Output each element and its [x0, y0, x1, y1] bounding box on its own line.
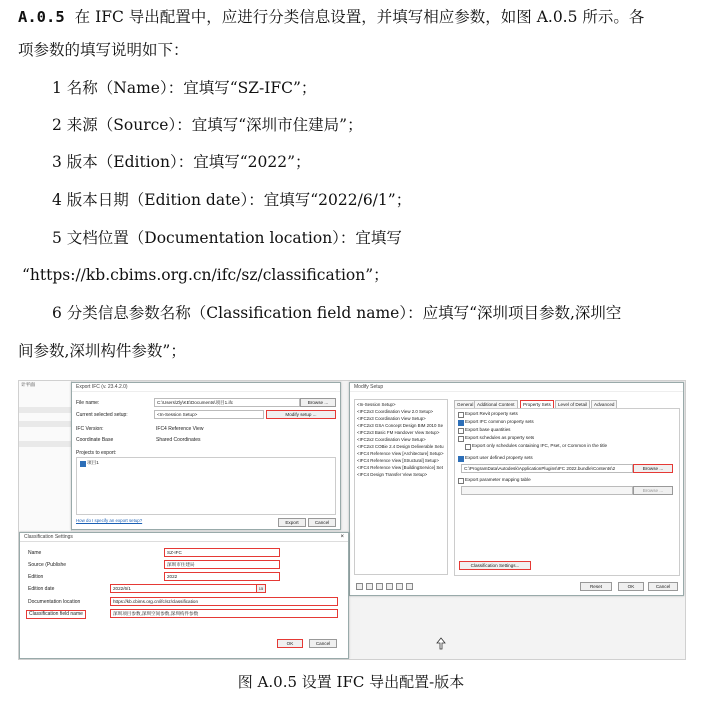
modify-ok-button[interactable]: OK [618, 582, 644, 591]
sidebar-row [19, 421, 71, 427]
revit-sidebar [19, 381, 72, 531]
item-field-name: 6 分类信息参数名称（Classification field name）：应填写“深圳项目参数,深圳空 [52, 304, 622, 322]
setup-label: Current selected setup: [76, 412, 128, 418]
classification-ok-button[interactable]: OK [277, 639, 303, 648]
setup-select[interactable]: <In-Session Setup> [154, 410, 264, 419]
tab-level-of-detail[interactable]: Level of Detail [555, 400, 590, 409]
browse-button[interactable]: Browse ... [300, 398, 336, 407]
reset-button[interactable]: Reset [580, 582, 612, 591]
ifc-version-label: IFC Version: [76, 426, 104, 432]
edition-input[interactable]: 2022 [164, 572, 280, 581]
projects-list [76, 457, 336, 515]
intro-paragraph-line2: 项参数的填写说明如下： [18, 41, 189, 59]
field-name-label: Classification field name [26, 610, 86, 619]
tab-advanced[interactable]: Advanced [591, 400, 617, 409]
project-item-label: 项目1 [87, 460, 99, 465]
close-icon[interactable]: × [340, 534, 344, 540]
file-name-input[interactable]: C:\Users\Zly\KE\Documents\项目1.ifc [154, 398, 300, 407]
projects-label: Projects to export: [76, 450, 117, 456]
figure-caption: 图 A.0.5 设置 IFC 导出配置-版本 [237, 673, 465, 691]
opt-revit-psets: Export Revit property sets [465, 411, 518, 416]
calendar-icon[interactable]: 15 [256, 584, 266, 593]
tab-general[interactable]: General [454, 400, 476, 409]
doc-location-input[interactable]: https://kb.cbims.org.cn/ifc/sz/classification [110, 597, 338, 606]
modify-setup-dialog [349, 382, 684, 596]
setup-item[interactable]: <IFC2x3 Basic FM Handover View Setup> [357, 430, 440, 435]
param-mapping-input[interactable] [461, 486, 633, 495]
setup-item[interactable]: <IFC2x3 GSA Concept Design BIM 2010 Se [357, 423, 444, 428]
modify-setup-button[interactable]: Modify setup ... [266, 410, 336, 419]
export-cancel-button[interactable]: Cancel [308, 518, 336, 527]
rename-setup-icon[interactable] [376, 583, 383, 590]
modify-cancel-button[interactable]: Cancel [648, 582, 678, 591]
new-setup-icon[interactable] [356, 583, 363, 590]
opt-checkbox[interactable] [458, 456, 464, 462]
setup-item[interactable]: <IFC2x3 Coordination View 2.0 Setup> [357, 409, 434, 414]
edition-date-label: Edition date [28, 586, 55, 592]
edition-label: Edition [28, 574, 44, 580]
opt-only-schedules: Export only schedules containing IFC, Pset, or Common in the title [472, 443, 608, 448]
source-input[interactable]: 深圳市住建局 [164, 560, 280, 569]
import-setup-icon[interactable] [396, 583, 403, 590]
export-setup-icon[interactable] [406, 583, 413, 590]
item-source: 2 来源（Source）：宜填写“深圳市住建局”； [52, 116, 363, 134]
coord-base-value: Shared Coordinates [156, 437, 201, 443]
setup-item[interactable]: <IFC4 Design Transfer View Setup> [357, 472, 428, 477]
classification-cancel-button[interactable]: Cancel [309, 639, 337, 648]
intro-text: 在 IFC 导出配置中，应进行分类信息设置，并填写相应参数，如图 A.0.5 所示。各 [74, 8, 645, 26]
setup-item[interactable]: <IFC2x3 Coordination View Setup> [357, 416, 426, 421]
help-link[interactable]: How do I specify an export setup? [76, 518, 143, 523]
opt-checkbox[interactable] [465, 444, 471, 450]
coord-base-label: Coordinate Base [76, 437, 114, 443]
field-name-input[interactable]: 深圳项目参数,深圳空间参数,深圳构件参数 [110, 609, 338, 618]
revit-view-label: 计平面 [21, 382, 35, 387]
name-input[interactable]: SZ-IFC [164, 548, 280, 557]
item-field-name-cont: 间参数,深圳构件参数”； [18, 342, 186, 360]
opt-user-psets: Export user defined property sets [465, 455, 533, 460]
doc-location-label: Documentation location [28, 599, 81, 605]
project-checkbox[interactable] [80, 461, 86, 467]
edition-date-input[interactable]: 2022/6/1 [110, 584, 258, 593]
clause-number: A.0.5 [18, 8, 65, 26]
opt-checkbox[interactable] [458, 412, 464, 418]
property-sets-panel [454, 408, 680, 576]
tab-additional-content[interactable]: Additional Content [474, 400, 518, 409]
file-name-label: File name: [76, 400, 100, 406]
user-psets-path-input[interactable]: C:\ProgramData\Autodesk\ApplicationPlugins\IFC 2022.bundle\Contents\2 [461, 464, 633, 473]
setup-item[interactable]: <IFC2x3 COBie 2.4 Design Deliverable Setu [357, 444, 444, 449]
modify-dialog-title: Modify Setup [350, 383, 683, 392]
setup-item[interactable]: <IFC2x2 Coordination View Setup> [357, 437, 426, 442]
item-doc-location: 5 文档位置（Documentation location）：宜填写 [52, 229, 402, 247]
opt-ifc-common-psets: Export IFC common property sets [465, 419, 534, 424]
export-dialog-title: Export IFC (v. 23.4.2.0) [72, 383, 340, 392]
figure-screenshot [18, 380, 686, 660]
intro-paragraph-line1 [18, 7, 644, 27]
opt-schedules: Export schedules as property sets [465, 435, 535, 440]
setup-list [354, 399, 448, 575]
classification-settings-dialog [19, 532, 349, 659]
classification-dialog-title: Classification Settings [20, 533, 348, 542]
item-edition: 3 版本（Edition）：宜填写“2022”； [52, 153, 311, 171]
opt-checkbox[interactable] [458, 478, 464, 484]
opt-param-mapping: Export parameter mapping table [465, 477, 531, 482]
delete-setup-icon[interactable] [386, 583, 393, 590]
opt-base-quantities: Export base quantities [465, 427, 511, 432]
export-button[interactable]: Export [278, 518, 306, 527]
opt-checkbox[interactable] [458, 420, 464, 426]
item-name: 1 名称（Name）：宜填写“SZ-IFC”； [52, 79, 317, 97]
opt-checkbox[interactable] [458, 428, 464, 434]
ifc-version-value: IFC4 Reference View [156, 426, 204, 432]
name-label: Name [28, 550, 42, 556]
item-edition-date: 4 版本日期（Edition date）：宜填写“2022/6/1”； [52, 191, 412, 209]
classification-settings-button[interactable]: Classification Settings... [459, 561, 531, 570]
param-mapping-browse-button[interactable]: Browse ... [633, 486, 673, 495]
sidebar-row [19, 407, 71, 413]
mouse-cursor-icon [436, 637, 446, 651]
duplicate-setup-icon[interactable] [366, 583, 373, 590]
setup-item[interactable]: <IFC4 Reference View [BuildingService] Set [357, 465, 443, 470]
user-psets-browse-button[interactable]: Browse ... [633, 464, 673, 473]
source-label: Source (Publishe [28, 562, 67, 568]
tab-property-sets[interactable]: Property Sets [520, 400, 554, 409]
opt-checkbox[interactable] [458, 436, 464, 442]
setup-item[interactable]: <IFC4 Reference View [Structural] Setup> [357, 458, 439, 463]
setup-item[interactable]: <In-Session Setup> [357, 402, 396, 407]
item-doc-location-cont: “https://kb.cbims.org.cn/ifc/sz/classification”； [22, 266, 389, 284]
export-ifc-dialog [71, 382, 341, 530]
setup-item[interactable]: <IFC4 Reference View [Architecture] Setup> [357, 451, 444, 456]
sidebar-row [19, 441, 71, 447]
